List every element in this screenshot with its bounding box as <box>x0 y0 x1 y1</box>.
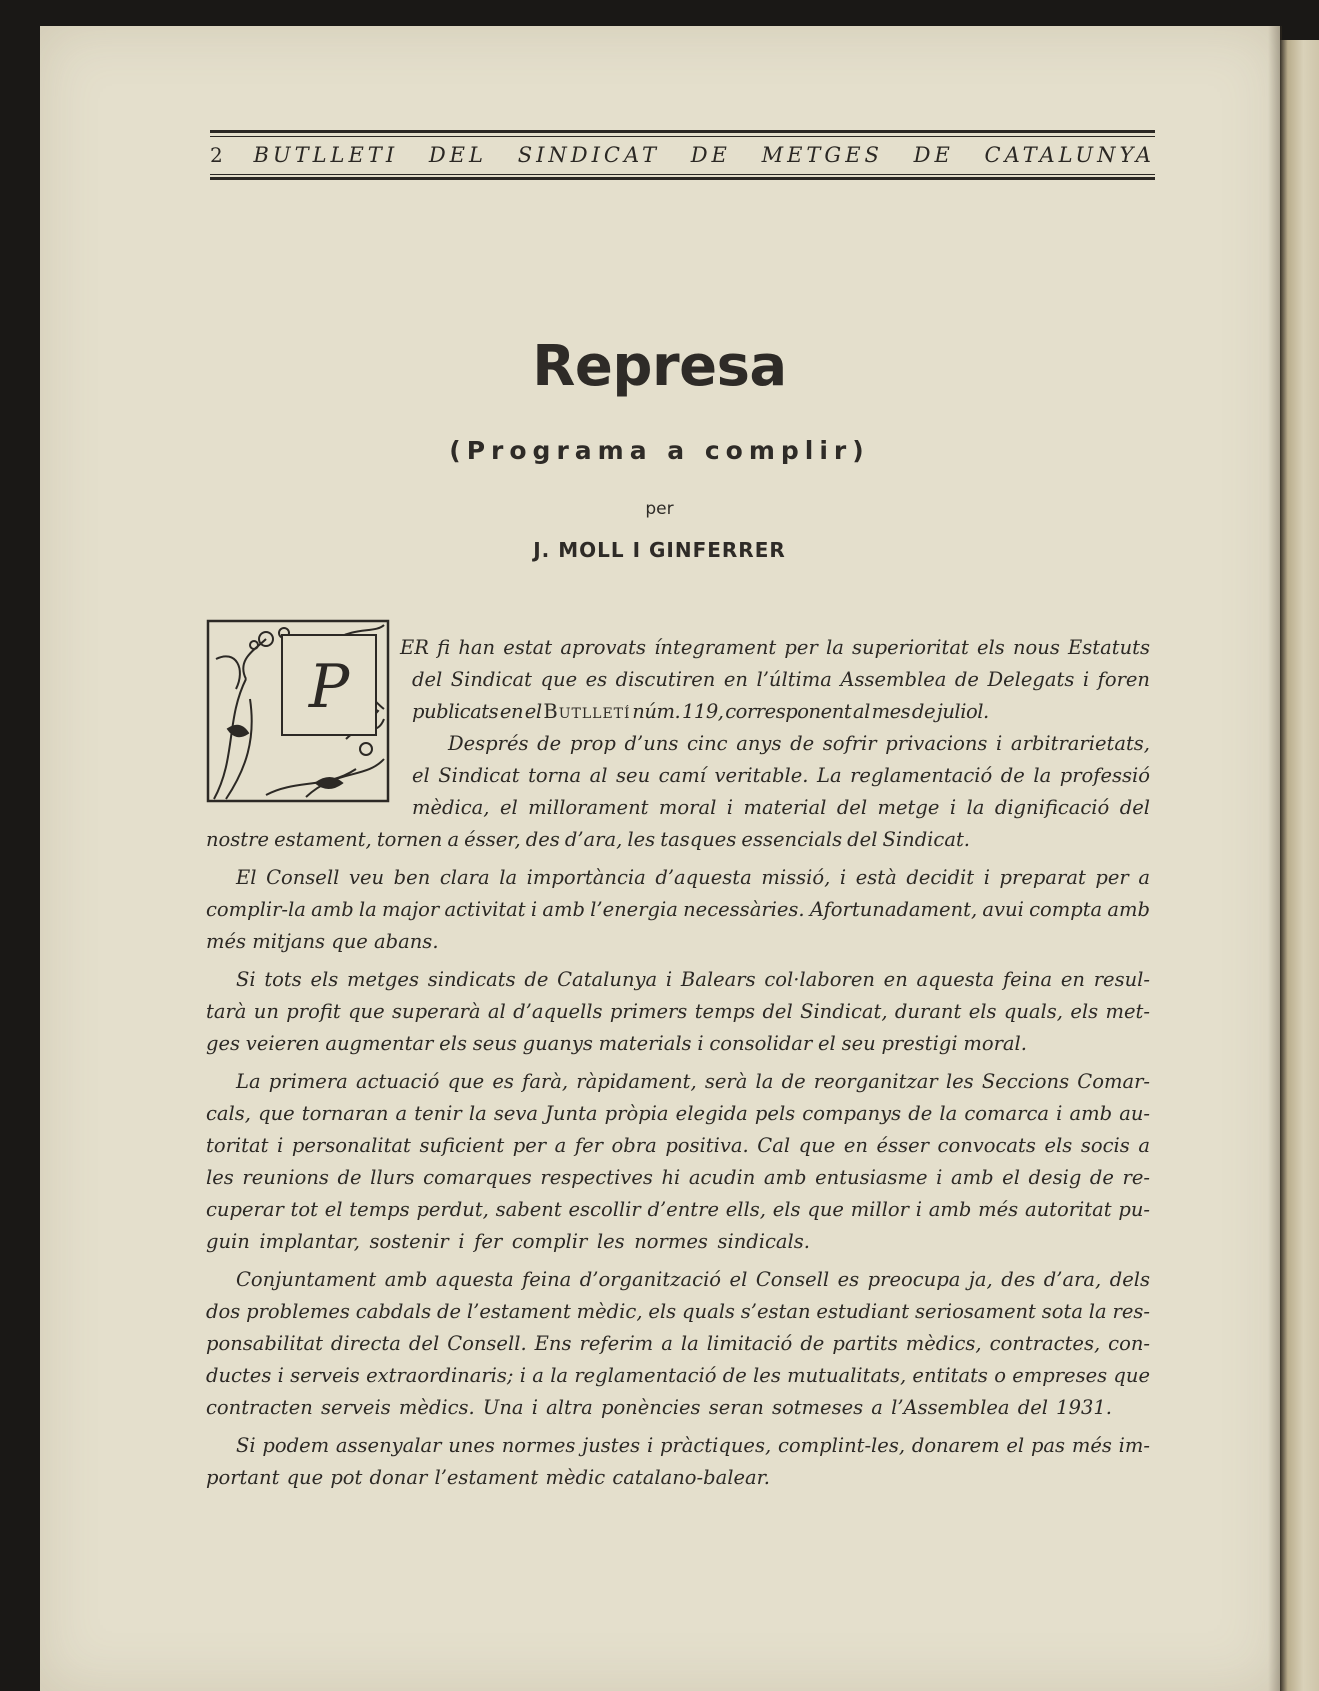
header-rule <box>210 174 1155 175</box>
body-line <box>206 1162 1150 1194</box>
body-line <box>236 964 1150 996</box>
body-line <box>400 632 1150 664</box>
body-line <box>206 1130 1150 1162</box>
drop-cap-ornament <box>206 619 390 803</box>
body-line <box>206 1328 1150 1360</box>
body-line-text: mèdica, el millorament moral i material del metge i la dignificació del <box>412 796 1150 819</box>
body-line <box>206 1098 1150 1130</box>
body-line-text: tarà un profit que superarà al d’aquells primers temps del Sindicat, durant els quals, els met- <box>206 1000 1150 1023</box>
body-line <box>412 696 989 728</box>
body-line <box>206 996 1150 1028</box>
body-line-text: més mitjans que abans. <box>206 930 439 953</box>
body-line <box>206 1392 1112 1424</box>
body-line-text: dos problemes cabdals de l’estament mèdic, els quals s’estan estudiant seriosament sota la res- <box>206 1300 1150 1323</box>
header-rule <box>210 130 1155 133</box>
body-line-text: contracten serveis mèdics. Una i altra ponències seran sotmeses a l’Assemblea del 1931. <box>206 1396 1112 1419</box>
body-line <box>448 728 1150 760</box>
body-line <box>236 1066 1150 1098</box>
drop-cap-letter: P <box>308 652 350 722</box>
body-line-text: publicats en el <box>412 700 542 723</box>
header-word: DE <box>913 143 954 167</box>
body-line <box>412 664 1150 696</box>
header-text <box>210 140 1155 170</box>
body-line <box>206 1194 1150 1226</box>
header-word: SINDICAT <box>517 143 660 167</box>
body-line <box>206 894 1150 926</box>
article-author: J. MOLL I GINFERRER <box>533 538 786 562</box>
body-line-text: portant que pot donar l’estament mèdic catalano-balear. <box>206 1466 770 1489</box>
body-line <box>412 760 1150 792</box>
body-line <box>412 792 1150 824</box>
body-line <box>236 1264 1150 1296</box>
body-line-text: Si podem assenyalar unes normes justes i pràctiques, complint-les, donarem el pas més im- <box>236 1434 1150 1457</box>
body-line-text: cuperar tot el temps perdut, sabent escollir d’entre ells, els que millor i amb més autoritat pu- <box>206 1198 1150 1221</box>
body-line-text: Després de prop d’uns cinc anys de sofrir privacions i arbitrarietats, <box>448 732 1150 755</box>
body-line-text: Conjuntament amb aquesta feina d’organització el Consell es preocupa ja, des d’ara, dels <box>236 1268 1150 1291</box>
body-line <box>206 824 970 856</box>
body-line <box>206 1360 1150 1392</box>
header-word: BUTLLETI <box>253 143 399 167</box>
header-word: CATALUNYA <box>984 143 1155 167</box>
floral-ornament-icon <box>206 619 390 803</box>
body-line <box>206 1462 770 1494</box>
header-rule <box>210 136 1155 137</box>
header-word: DE <box>690 143 731 167</box>
page-number: 2 <box>210 143 223 167</box>
body-line <box>206 1226 810 1258</box>
body-line-text: núm. 119, corresponent al mes de juliol. <box>630 700 989 723</box>
body-line-text: ER fi han estat aprovats íntegrament per la superioritat els nous Estatuts <box>400 636 1150 659</box>
body-line-text: nostre estament, tornen a ésser, des d’ara, les tasques essencials del Sindicat. <box>206 828 970 851</box>
byline-prefix: per <box>645 499 674 519</box>
next-page-edge <box>1280 40 1319 1691</box>
body-line-text: La primera actuació que es farà, ràpidament, serà la de reorganitzar les Seccions Comar- <box>236 1070 1150 1093</box>
body-line-text: El Consell veu ben clara la importància d’aquesta missió, i està decidit i preparat per a <box>236 866 1150 889</box>
body-line-text: ponsabilitat directa del Consell. Ens referim a la limitació de partits mèdics, contractes, con- <box>206 1332 1150 1355</box>
body-line-text: les reunions de llurs comarques respectives hi acudin amb entusiasme i amb el desig de re- <box>206 1166 1150 1189</box>
body-line-text: complir-la amb la major activitat i amb l’energia necessàries. Afortunadament, avui compta amb <box>206 898 1150 921</box>
body-line <box>206 926 439 958</box>
journal-name: Butlletí <box>543 700 631 723</box>
article-subtitle: (Programa a complir) <box>449 436 870 465</box>
body-line-text: del Sindicat que es discutiren en l’última Assemblea de Delegats i foren <box>412 668 1150 691</box>
body-line-text: toritat i personalitat suficient per a fer obra positiva. Cal que en ésser convocats els socis a <box>206 1134 1150 1157</box>
header-rule <box>210 177 1155 180</box>
article-title: Represa <box>532 334 787 399</box>
header-word: METGES <box>761 143 883 167</box>
body-line-text: ductes i serveis extraordinaris; i a la reglamentació de les mutualitats, entitats o empreses que <box>206 1364 1150 1387</box>
body-line-text: cals, que tornaran a tenir la seva Junta pròpia elegida pels companys de la comarca i amb au- <box>206 1102 1150 1125</box>
body-line-text: el Sindicat torna al seu camí veritable. La reglamentació de la professió <box>412 764 1150 787</box>
body-line <box>206 1296 1150 1328</box>
header-word: DEL <box>428 143 487 167</box>
body-line <box>236 1430 1150 1462</box>
body-line-text: ges veieren augmentar els seus guanys materials i consolidar el seu prestigi moral. <box>206 1032 1027 1055</box>
body-line-text: Si tots els metges sindicats de Catalunya i Balears col·laboren en aquesta feina en resul- <box>236 968 1150 991</box>
body-line-text: guin implantar, sostenir i fer complir les normes sindicals. <box>206 1230 810 1253</box>
body-line <box>236 862 1150 894</box>
body-line <box>206 1028 1027 1060</box>
